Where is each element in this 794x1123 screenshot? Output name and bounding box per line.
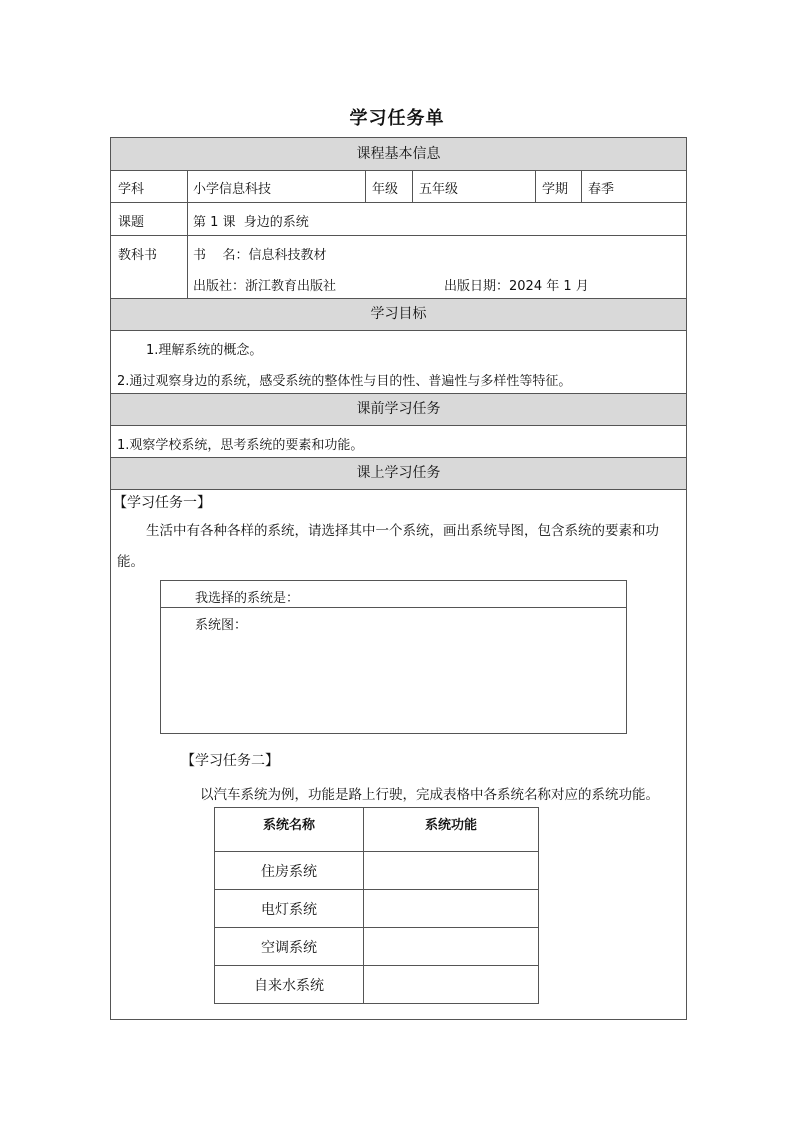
page-title: 学习任务单 [349,108,445,129]
grade-label: 年级 [372,182,399,197]
task2-heading: 【学习任务二】 [181,753,279,769]
grade-value: 五年级 [419,182,459,197]
rule [110,393,687,394]
col-system-name: 系统名称 [215,808,364,852]
table-row [215,928,539,966]
section-in-class: 课上学习任务 [111,458,686,489]
textbook-label: 教科书 [118,248,158,263]
system-name-cell: 空调系统 [215,928,364,966]
system-function-cell[interactable] [364,966,539,1004]
pre-class-item-1: 1.观察学校系统，思考系统的要素和功能。 [117,438,364,453]
subject-value: 小学信息科技 [193,182,272,197]
rule [110,457,687,458]
table-row [215,966,539,1004]
book-name: 书 名：信息科技教材 [193,248,327,263]
goal-item-2: 2.通过观察身边的系统，感受系统的整体性与目的性、普遍性与多样性等特征。 [117,374,572,389]
table-row [215,852,539,890]
system-function-table [214,807,539,1004]
rule [110,330,687,331]
system-diagram-label: 系统图： [195,618,248,633]
goal-item-1: 1.理解系统的概念。 [146,343,263,358]
system-name-cell: 电灯系统 [215,890,364,928]
section-goals: 学习目标 [111,299,686,330]
rule [110,235,687,236]
task1-instruction: 生活中有各种各样的系统，请选择其中一个系统，画出系统导图，包含系统的要素和功 [146,523,659,539]
rule [412,170,413,202]
section-pre-class: 课前学习任务 [111,394,686,425]
selected-system-label: 我选择的系统是： [195,591,300,606]
rule [110,489,687,490]
task1-heading: 【学习任务一】 [113,495,211,511]
table-header-row [215,808,539,852]
rule [110,425,687,426]
rule [160,607,627,608]
task1-instruction-cont: 能。 [117,554,144,570]
rule [110,170,687,171]
section-basic-info: 课程基本信息 [111,138,686,170]
rule [187,170,188,298]
publisher: 出版社：浙江教育出版社 [193,279,337,294]
lesson-value: 第 1 课 身边的系统 [193,215,309,230]
publication-date: 出版日期：2024 年 1 月 [444,279,589,294]
rule [110,298,687,299]
term-label: 学期 [542,182,569,197]
rule [365,170,366,202]
task2-instruction: 以汽车系统为例，功能是路上行驶，完成表格中各系统名称对应的系统功能。 [200,787,659,803]
rule [110,202,687,203]
subject-label: 学科 [118,182,145,197]
term-value: 春季 [588,182,615,197]
col-system-function: 系统功能 [364,808,539,852]
table-row [215,890,539,928]
system-function-cell[interactable] [364,928,539,966]
system-name-cell: 自来水系统 [215,966,364,1004]
system-name-cell: 住房系统 [215,852,364,890]
system-function-cell[interactable] [364,890,539,928]
rule [581,170,582,202]
lesson-label: 课题 [118,215,145,230]
rule [535,170,536,202]
system-function-cell[interactable] [364,852,539,890]
